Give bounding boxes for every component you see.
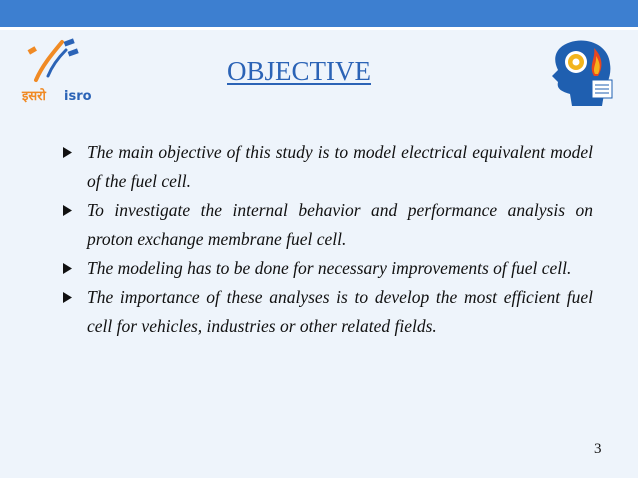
objective-list bbox=[63, 138, 593, 341]
bullet-text: To investigate the internal behavior and performance analysis on proton exchange membrane fuel cell. bbox=[87, 200, 593, 249]
bullet-arrow-icon bbox=[63, 147, 72, 158]
bullet-text: The main objective of this study is to model electrical equivalent model of the fuel cell. bbox=[87, 142, 593, 191]
isro-logo bbox=[18, 36, 108, 106]
bullet-text: The modeling has to be done for necessary improvements of fuel cell. bbox=[87, 258, 572, 278]
header-bar bbox=[0, 0, 638, 30]
list-item bbox=[63, 138, 593, 196]
institute-emblem-logo bbox=[546, 36, 620, 110]
list-item bbox=[63, 283, 593, 341]
bullet-text: The importance of these analyses is to develop the most efficient fuel cell for vehicles, industries or other related fields. bbox=[87, 287, 593, 336]
bullet-arrow-icon bbox=[63, 205, 72, 216]
page-number: 3 bbox=[594, 441, 602, 457]
slide-title: OBJECTIVE bbox=[227, 56, 371, 86]
list-item bbox=[63, 196, 593, 254]
isro-hindi-text: इसरो bbox=[22, 89, 46, 104]
bullet-arrow-icon bbox=[63, 263, 72, 274]
list-item bbox=[63, 254, 593, 283]
isro-text: isro bbox=[64, 89, 92, 104]
bullet-arrow-icon bbox=[63, 292, 72, 303]
